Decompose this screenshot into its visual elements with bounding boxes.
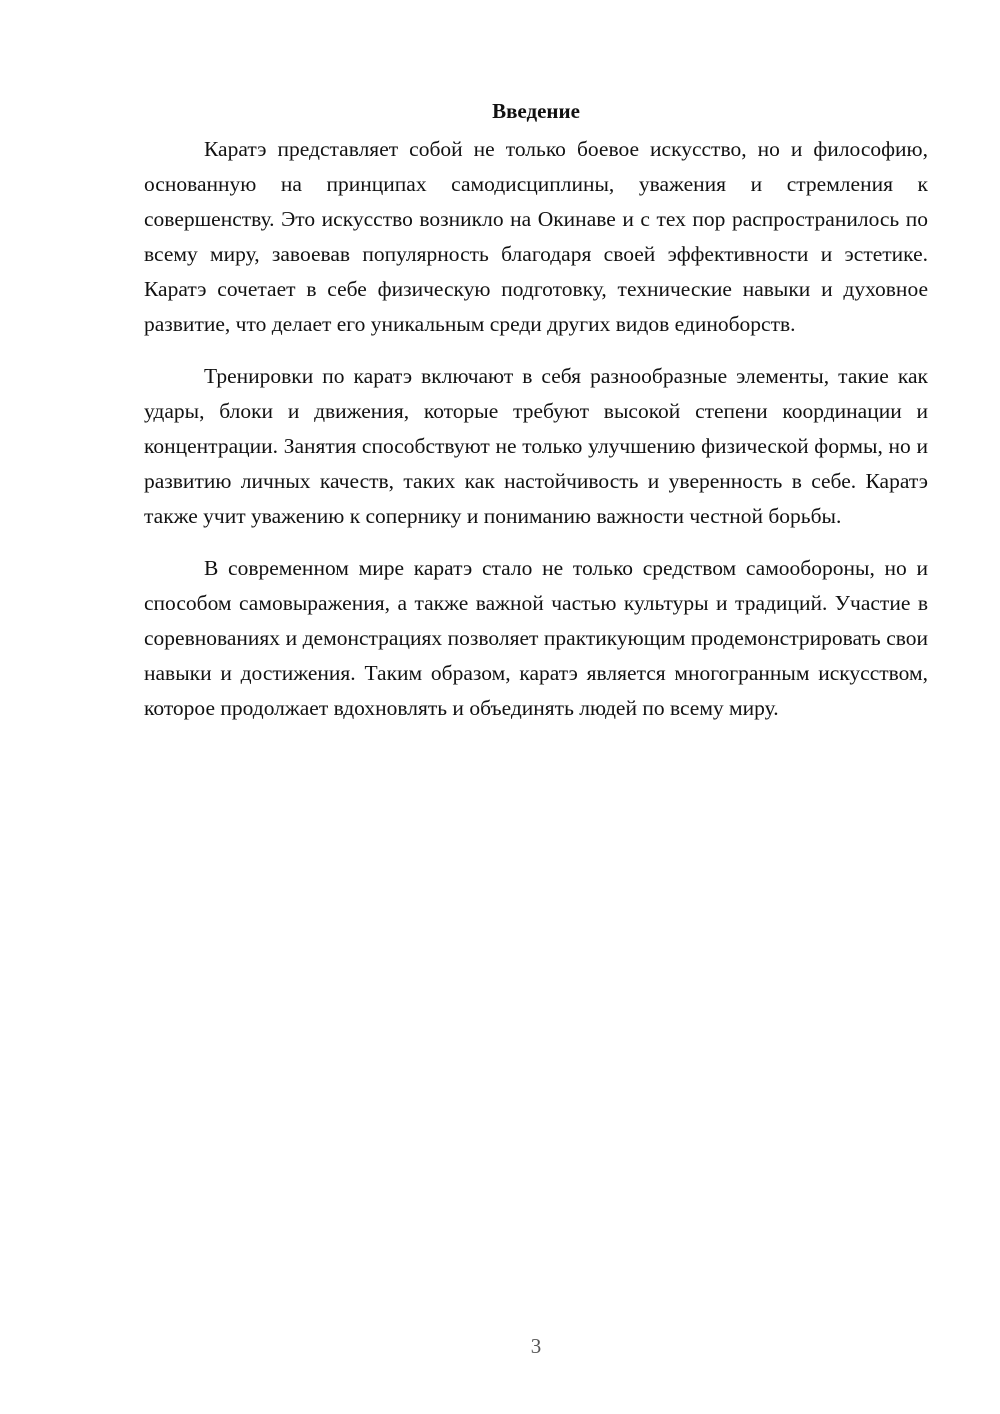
paragraph-3: В современном мире каратэ стало не только средством самообороны, но и способом самовыражения, а также важной частью культуры и традиций. Участие в соревнованиях и демонстрациях позволяет практикующим продемонстрировать свои навыки и достижения. Таким образом, каратэ является многогранным искусством, которое продолжает вдохновлять и объединять людей по всему миру. — [144, 556, 928, 720]
paragraph-2: Тренировки по каратэ включают в себя разнообразные элементы, такие как удары, блоки и движения, которые требуют высокой степени координации и концентрации. Занятия способствуют не только улучшению физической формы, но и развитию личных качеств, таких как настойчивость и уверенность в себе. Каратэ также учит уважению к сопернику и пониманию важности честной борьбы. — [144, 364, 928, 528]
paragraph-1: Каратэ представляет собой не только боевое искусство, но и философию, основанную на принципах самодисциплины, уважения и стремления к совершенству. Это искусство возникло на Окинаве и с тех пор распространилось по всему миру, завоевав популярность благодаря своей эффективности и эстетике. Каратэ сочетает в себе физическую подготовку, технические навыки и духовное развитие, что делает его уникальным среди других видов единоборств. — [144, 137, 928, 336]
section-heading: Введение — [492, 99, 580, 123]
page-number: 3 — [530, 1334, 542, 1358]
document-body — [144, 96, 928, 743]
